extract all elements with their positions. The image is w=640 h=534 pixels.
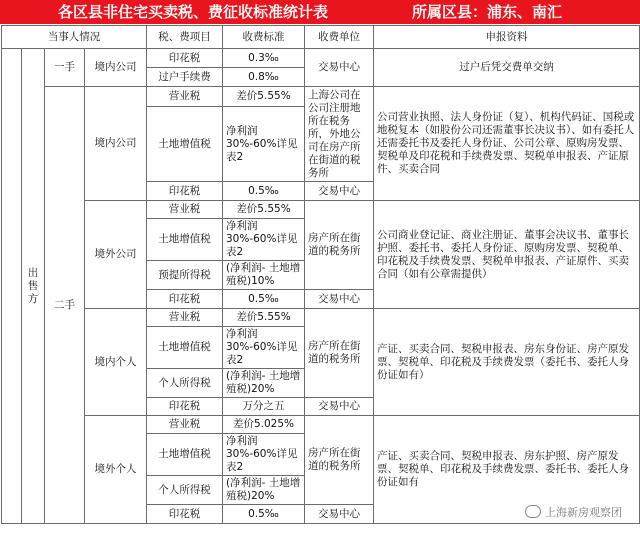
tax-item: 营业税 — [147, 416, 223, 434]
title-banner — [0, 0, 640, 24]
tax-standard: 万分之五 — [223, 398, 305, 416]
collecting-unit: 交易中心 — [305, 49, 374, 87]
tax-item: 营业税 — [147, 309, 223, 327]
first-hand-entity: 境内公司 — [85, 49, 147, 87]
collecting-unit: 交易中心 — [305, 290, 374, 309]
tax-standard-table — [1, 25, 640, 524]
tax-item: 土地增值税 — [147, 107, 223, 182]
tax-item: 个人所得税 — [147, 369, 223, 398]
collecting-unit: 房产所在街道的税务所 — [305, 416, 374, 505]
tax-standard: 净利润30%-60%详见表2 — [223, 219, 305, 261]
required-docs: 过户后凭交费单交纳 — [374, 49, 640, 87]
table-row — [2, 309, 640, 327]
watermark-text: 上海新房观察团 — [545, 506, 622, 519]
collecting-unit: 房产所在街道的税务所 — [305, 309, 374, 398]
tax-standard: 0.3‰ — [223, 49, 305, 68]
table-title: 各区县非住宅买卖税、费征收标准统计表 — [58, 3, 329, 21]
collecting-unit: 房产所在街道的税务所 — [305, 201, 374, 290]
seller-label: 出售方 — [22, 49, 45, 524]
collecting-unit: 交易中心 — [305, 398, 374, 416]
second-hand-label: 二手 — [45, 87, 85, 524]
tax-item: 营业税 — [147, 201, 223, 219]
tax-standard: 净利润30%-60%详见表2 — [223, 327, 305, 369]
tax-item: 印花税 — [147, 290, 223, 309]
blank-cell — [2, 49, 22, 524]
header-unit: 收费单位 — [305, 26, 374, 49]
tax-item: 预提所得税 — [147, 261, 223, 290]
tax-standard: 0.5‰ — [223, 182, 305, 201]
required-docs: 公司商业登记证、商业注册证、董事会决议书、董事长护照、委托书、委托人身份证、原购房发票、契税单、印花税及手续费发票、契税单申报表、产证原件、买卖合同（如有公章需提供） — [374, 201, 640, 309]
collecting-unit: 交易中心 — [305, 182, 374, 201]
first-hand-label: 一手 — [45, 49, 85, 87]
required-docs: 产证、买卖合同、契税申报表、房东护照、房产原发票、契税单、印花税及手续费发票、委托书、委托人身份证如有 — [374, 416, 640, 524]
tax-item: 土地增值税 — [147, 434, 223, 476]
tax-item: 土地增值税 — [147, 219, 223, 261]
tax-item: 印花税 — [147, 182, 223, 201]
watermark — [525, 504, 622, 520]
tax-standard: 差价5.025% — [223, 416, 305, 434]
header-row — [2, 26, 640, 49]
tax-standard: 0.8‰ — [223, 68, 305, 87]
header-standard: 收费标准 — [223, 26, 305, 49]
entity-label: 境外公司 — [85, 201, 147, 309]
tax-standard: 差价5.55% — [223, 87, 305, 107]
collecting-unit: 交易中心 — [305, 505, 374, 524]
tax-standard: 净利润30%-60%详见表2 — [223, 434, 305, 476]
tax-item: 印花税 — [147, 398, 223, 416]
collecting-unit: 上海公司在公司注册地所在税务所，外地公司在房产所在街道的税务所 — [305, 87, 374, 182]
tax-standard: (净利润- 土地增殖税)20% — [223, 476, 305, 505]
required-docs: 产证、买卖合同、契税申报表、房东身份证、房产原发票、契税单、印花税及手续费发票（委托书、委托人身份证如有） — [374, 309, 640, 416]
tax-standard: 差价5.55% — [223, 201, 305, 219]
tax-item: 印花税 — [147, 505, 223, 524]
entity-label: 境内公司 — [85, 87, 147, 201]
tax-standard: (净利润- 土地增殖税)20% — [223, 369, 305, 398]
tax-item: 营业税 — [147, 87, 223, 107]
header-tax-item: 税、费项目 — [147, 26, 223, 49]
tax-standard: 0.5‰ — [223, 290, 305, 309]
table-row — [2, 87, 640, 107]
entity-label: 境内个人 — [85, 309, 147, 416]
header-docs: 申报资料 — [374, 26, 640, 49]
table-row — [2, 201, 640, 219]
tax-standard: 差价5.55% — [223, 309, 305, 327]
tax-standard: 0.5‰ — [223, 505, 305, 524]
required-docs: 公司营业执照、法人身份证（复）、机构代码证、国税或地税复本（如股份公司还需董事长决议书）、如有委托人还需委托书及委托人身份证、公司公章、原购房发票、契税单及印花税和手续费发票、契税单申报表、产证原件、买卖合同 — [374, 87, 640, 201]
entity-label: 境外个人 — [85, 416, 147, 524]
tax-standard: (净利润- 土地增殖税)10% — [223, 261, 305, 290]
region-label: 所属区县：浦东、南汇 — [412, 3, 563, 21]
tax-standard: 净利润30%-60%详见表2 — [223, 107, 305, 182]
table-row — [2, 49, 640, 68]
wechat-icon — [525, 505, 541, 518]
header-party: 当事人情况 — [2, 26, 147, 49]
table-row — [2, 416, 640, 434]
tax-item: 土地增值税 — [147, 327, 223, 369]
tax-item: 印花税 — [147, 49, 223, 68]
tax-item: 过户手续费 — [147, 68, 223, 87]
tax-item: 个人所得税 — [147, 476, 223, 505]
